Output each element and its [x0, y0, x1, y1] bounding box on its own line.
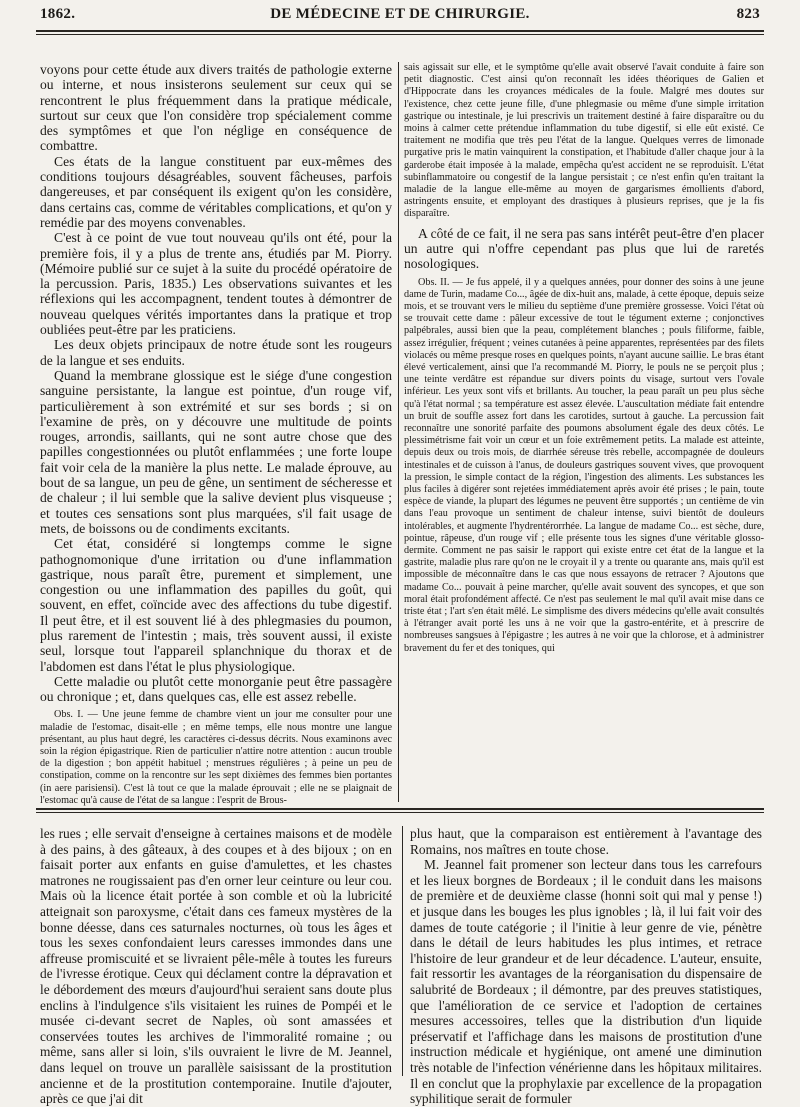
header-rule	[36, 30, 764, 32]
observation-1: Obs. I. — Une jeune femme de chambre vient un jour me consulter pour une maladie de l'estomac, disait-elle ; en même temps, elle nous montre une langue présentant, au plus haut degré, les caractères ci-dessus décrits. Nous examinons avec soin la région épigastrique. Rien de particulier n'attire notre attention : aucun trouble de la digestion ; bon appétit habituel ; menstrues régulières ; à peine un peu de constipation, comme on la rencontre sur les sept dixièmes des femmes bien portantes (in aere parisiensi). C'est là tout ce que la malade éprouvait ; elle ne se plaignait de l'estomac qu'à cause de l'état de sa langue : l'esprit de Brous-	[40, 709, 392, 806]
paragraph: C'est à ce point de vue tout nouveau qu'ils ont été, pour la première fois, il y a plus de trente ans, étudiés par M. Piorry. (Mémoire publié sur ce sujet à la suite du procédé opératoire de la percussion. Paris, 1835.) Les observations suivantes et les réflexions qui les accompagnent, tendent toutes à démontrer de nouveau quelques vérités importantes dans la pratique et trop oubliées peut-être par les praticiens.	[40, 230, 392, 338]
header-title: DE MÉDECINE ET DE CHIRURGIE.	[270, 6, 530, 22]
paragraph: voyons pour cette étude aux divers traités de pathologie externe ou interne, et nous insisterons seulement sur ceux qui se rencontrent le plus fréquemment dans la pratique médicale, surtout sur ceux que l'on considère trop spécialement comme des symptômes et que l'on néglige en conséquence de combattre.	[40, 62, 392, 154]
paragraph: Ces états de la langue constituent par eux-mêmes des conditions toujours désagréables, souvent fâcheuses, parfois dangereuses, et par conséquent ils exigent qu'on les considère, dans certains cas, comme de véritables complications, et qu'on y remédie par des moyens convenables.	[40, 153, 392, 230]
paragraph: M. Jeannel fait promener son lecteur dans tous les carrefours et les lieux borgnes de Bordeaux ; il le conduit dans les maisons de première et de deuxième classe (honni soit qui mal y pense !) et jusque dans les bouges les plus ignobles ; là, il lui fait voir des dames de toute catégorie ; il l'initie à leur genre de vie, pénètre dans le détail de leurs habitudes les plus intimes, et retrace l'histoire de leur grandeur et de leur décadence. L'auteur, ensuite, fait ressortir les avantages de la réorganisation du dispensaire de salubrité de Bordeaux ; il démontre, par des preuves statistiques, que l'amélioration de ce service et l'adoption de certaines mesures accessoires, telles que la distribution d'un liquide préservatif et l'affichage dans les maisons de prostitution d'une instruction médicale et hygiénique, ont amené une diminution très notable de l'infection vénérienne dans les hôpitaux militaires. Il en conclut que la prophylaxie par excellence de la propagation syphilitique serait de formuler	[410, 857, 762, 1107]
feuilleton-rule-thin	[36, 812, 764, 813]
paragraph: Cet état, considéré si longtemps comme le signe pathognomonique d'une irritation ou d'une inflammation gastrique, nous paraît être, purement et simplement, une congestion ou une inflammation des papilles du goût, qui souvent, en effet, coïncide avec des affections du tube digestif. Il peut être, et il est souvent lié à des phlegmasies du poumon, plus rarement de l'intestin ; mais, très souvent aussi, il existe seul, lorsque tout l'appareil splanchnique du thorax et de l'abdomen est dans l'état le plus physiologique.	[40, 536, 392, 674]
header-rule-thin	[36, 34, 764, 35]
paragraph: Quand la membrane glossique est le siége d'une congestion sanguine persistante, la langue est pointue, d'un rouge vif, particulièrement à son extrémité et sur ses bords ; si on l'examine de près, on y découvre une multitude de points rouges, arrondis, saillants, qui ne sont autre chose que des papilles congestionnées ou plutôt enflammées ; une forte loupe fait voir cela de la manière la plus nette. Le malade éprouve, au bout de sa langue, un peu de gêne, un sentiment de sécheresse et de chaleur ; il lui semble que la salive devient plus visqueuse ; et toutes ces sensations sont plus marquées, s'il fait usage de mets, de boissons ou de condiments excitants.	[40, 367, 392, 536]
paragraph: Cette maladie ou plutôt cette monorganie peut être passagère ou chronique ; et, dans quelques cas, elle est assez rebelle.	[40, 673, 392, 705]
paragraph: plus haut, que la comparaison est entièrement à l'avantage des Romains, nos maîtres en toute chose.	[410, 826, 762, 857]
paragraph: A côté de ce fait, il ne sera pas sans intérêt peut-être d'en placer un autre qui n'offre cependant pas plus que lui de raretés nosologiques.	[404, 225, 764, 272]
page-header	[40, 6, 760, 30]
left-column	[40, 62, 392, 806]
column-divider-top	[398, 62, 399, 802]
paragraph: sais agissait sur elle, et le symptôme qu'elle avait observé l'avait conduite à faire son petit diagnostic. C'est ainsi qu'on reconnaît les idées théoriques de Galien et d'Hippocrate dans les croyances médicales de la foule. Malgré mes doutes sur l'existence, chez cette jeune fille, d'une phlegmasie ou même d'une simple irritation gastrique ou intestinale, je lui prescrivis un traitement destiné à faire disparaître ou du moins à calmer cette prétendue inflammation du tube digestif, si elle eût existé. Ce traitement ne modifia que très peu l'état de la langue. Quelques verres de limonade purgative pris le matin vainquirent la constipation, et l'habitude d'aller chaque jour à la garderobe était imposée à la malade, empêcha qu'est accident ne se reproduisît. L'état subinflammatoire ou congestif de la langue persistait ; ce n'est enfin qu'en traitant la maladie de la langue elle-même au moyen de gargarismes émollients d'abord, astringents ensuite, et employant des drastiques à plusieurs reprises, que je la fis disparaître.	[404, 62, 764, 220]
paragraph: les rues ; elle servait d'enseigne à certaines maisons et de modèle à des pains, à des gâteaux, à des coupes et à des bijoux ; on en faisait porter aux enfants en guise d'amulettes, et les chastes matrones ne rougissaient pas d'en orner leur ceinture ou leur cou. Mais où la licence était portée à son comble et où la lubricité atteignait son paroxysme, c'était dans ces fameux mystères de la bonne déesse, dans ces saturnales nocturnes, où tous les âges et tous les sexes confondaient leurs caresses immondes dans une affreuse promiscuité et se livraient pêle-mêle à toutes les fureurs de l'ivresse érotique. Ceux qui déclament contre la dépravation et le débordement des mœurs d'aujourd'hui seraient sans doute plus enclins à l'indulgence s'ils visitaient les ruines de Pompéi et le musée ci-devant secret de Naples, où sont amassées et conservées toutes les archives de l'immoralité romaine ; ou même, sans aller si loin, s'ils ouvraient le livre de M. Jeannel, dans lequel on trouve un parallèle saisissant de la prostitution ancienne et de la prostitution contemporaine. Inutile d'ajouter, après ce que j'ai dit	[40, 826, 392, 1107]
observation-2: Obs. II. — Je fus appelé, il y a quelques années, pour donner des soins à une jeune dame de Turin, madame Co..., âgée de dix-huit ans, malade, à cette époque, depuis seize mois, et se trouvant vers le milieu du septième d'une première grossesse. Voici l'état où se trouvait cette dame : pâleur excessive de tout le tégument externe ; conjonctives palpébrales, aussi bien que la peau, complétement blanches ; pouls filiforme, faible, assez irrégulier, fréquent ; veines cutanées à peine apparentes, représentées par des filets violacés ou même presque roses en quelques points, n'ayant aucune saillie. Le bras étant élevé verticalement, ainsi que l'a recommandé M. Piorry, le pouls ne se perçoit plus ; une teinte verdâtre est répandue sur divers points du visage, surtout vers l'ovale inférieur. Les yeux sont vifs et brillants. Au toucher, la peau paraît un peu plus sèche qu'à l'état normal ; sa température est assez élevée. L'auscultation médiate fait entendre un bruit de souffle assez fort dans les carotides, surtout à gauche. La percussion fait reconnaître une sonorité parfaite des poumons absolument égale des deux côtés. Le plessimétrisme fait voir un cœur et un foie extrêmement petits. La malade est atteinte, depuis deux ou trois mois, de diarrhée séreuse très rebelle, accompagnée de douleurs intestinales et de cuisson à l'anus, de douleurs gastriques souvent vives, que provoquent la pression, le simple contact de la région, l'ingestion des aliments. Les substances les plus faciles à digérer sont rejetées immédiatement après avoir été prises ; le pain, toute espèce de viande, la plupart des légumes ne peuvent être supportés ; un centième de vin dans l'eau provoque un sentiment de chaleur intense, suivi bientôt de douleurs intolérables, et augmente l'hydrentérorrhée. La langue de madame Co... est sèche, dure, pointue, râpeuse, d'un rouge vif ; elle présente tous les signes d'une véritable glosso-dermite. Comment ne pas saisir le rapport qui existe entre cet état de la langue et la gastrite, maladie plus rare qu'on ne le croyait il y a trente ou quarante ans, mais qu'il est impossible de méconnaître dans le cas que nous essayons de retracer ? Ajoutons que madame Co... pouvait à peine marcher, qu'elle avait souvent des syncopes, et que son moral était profondément affecté. Ce n'est pas seulement le mal qu'il avait mise dans ce triste état ; l'art s'en était mêlé. Le simplisme des divers médecins qu'elle avait consultés à l'étranger avait porté les uns à ne voir que la gastro-entérite, et à prescrire de nombreuses sangsues à l'épigastre ; les autres à ne voir que la chlorose, et à administrer bravement du fer et des toniques, qui	[404, 276, 764, 654]
paragraph: Les deux objets principaux de notre étude sont les rougeurs de la langue et ses enduits.	[40, 337, 392, 368]
feuilleton-right-column	[410, 826, 762, 1107]
header-year: 1862.	[40, 6, 76, 22]
feuilleton-left-column	[40, 826, 392, 1107]
feuilleton-rule	[36, 808, 764, 810]
column-divider-bottom	[402, 826, 403, 1076]
header-page-number: 823	[736, 6, 760, 22]
right-column	[404, 62, 764, 802]
